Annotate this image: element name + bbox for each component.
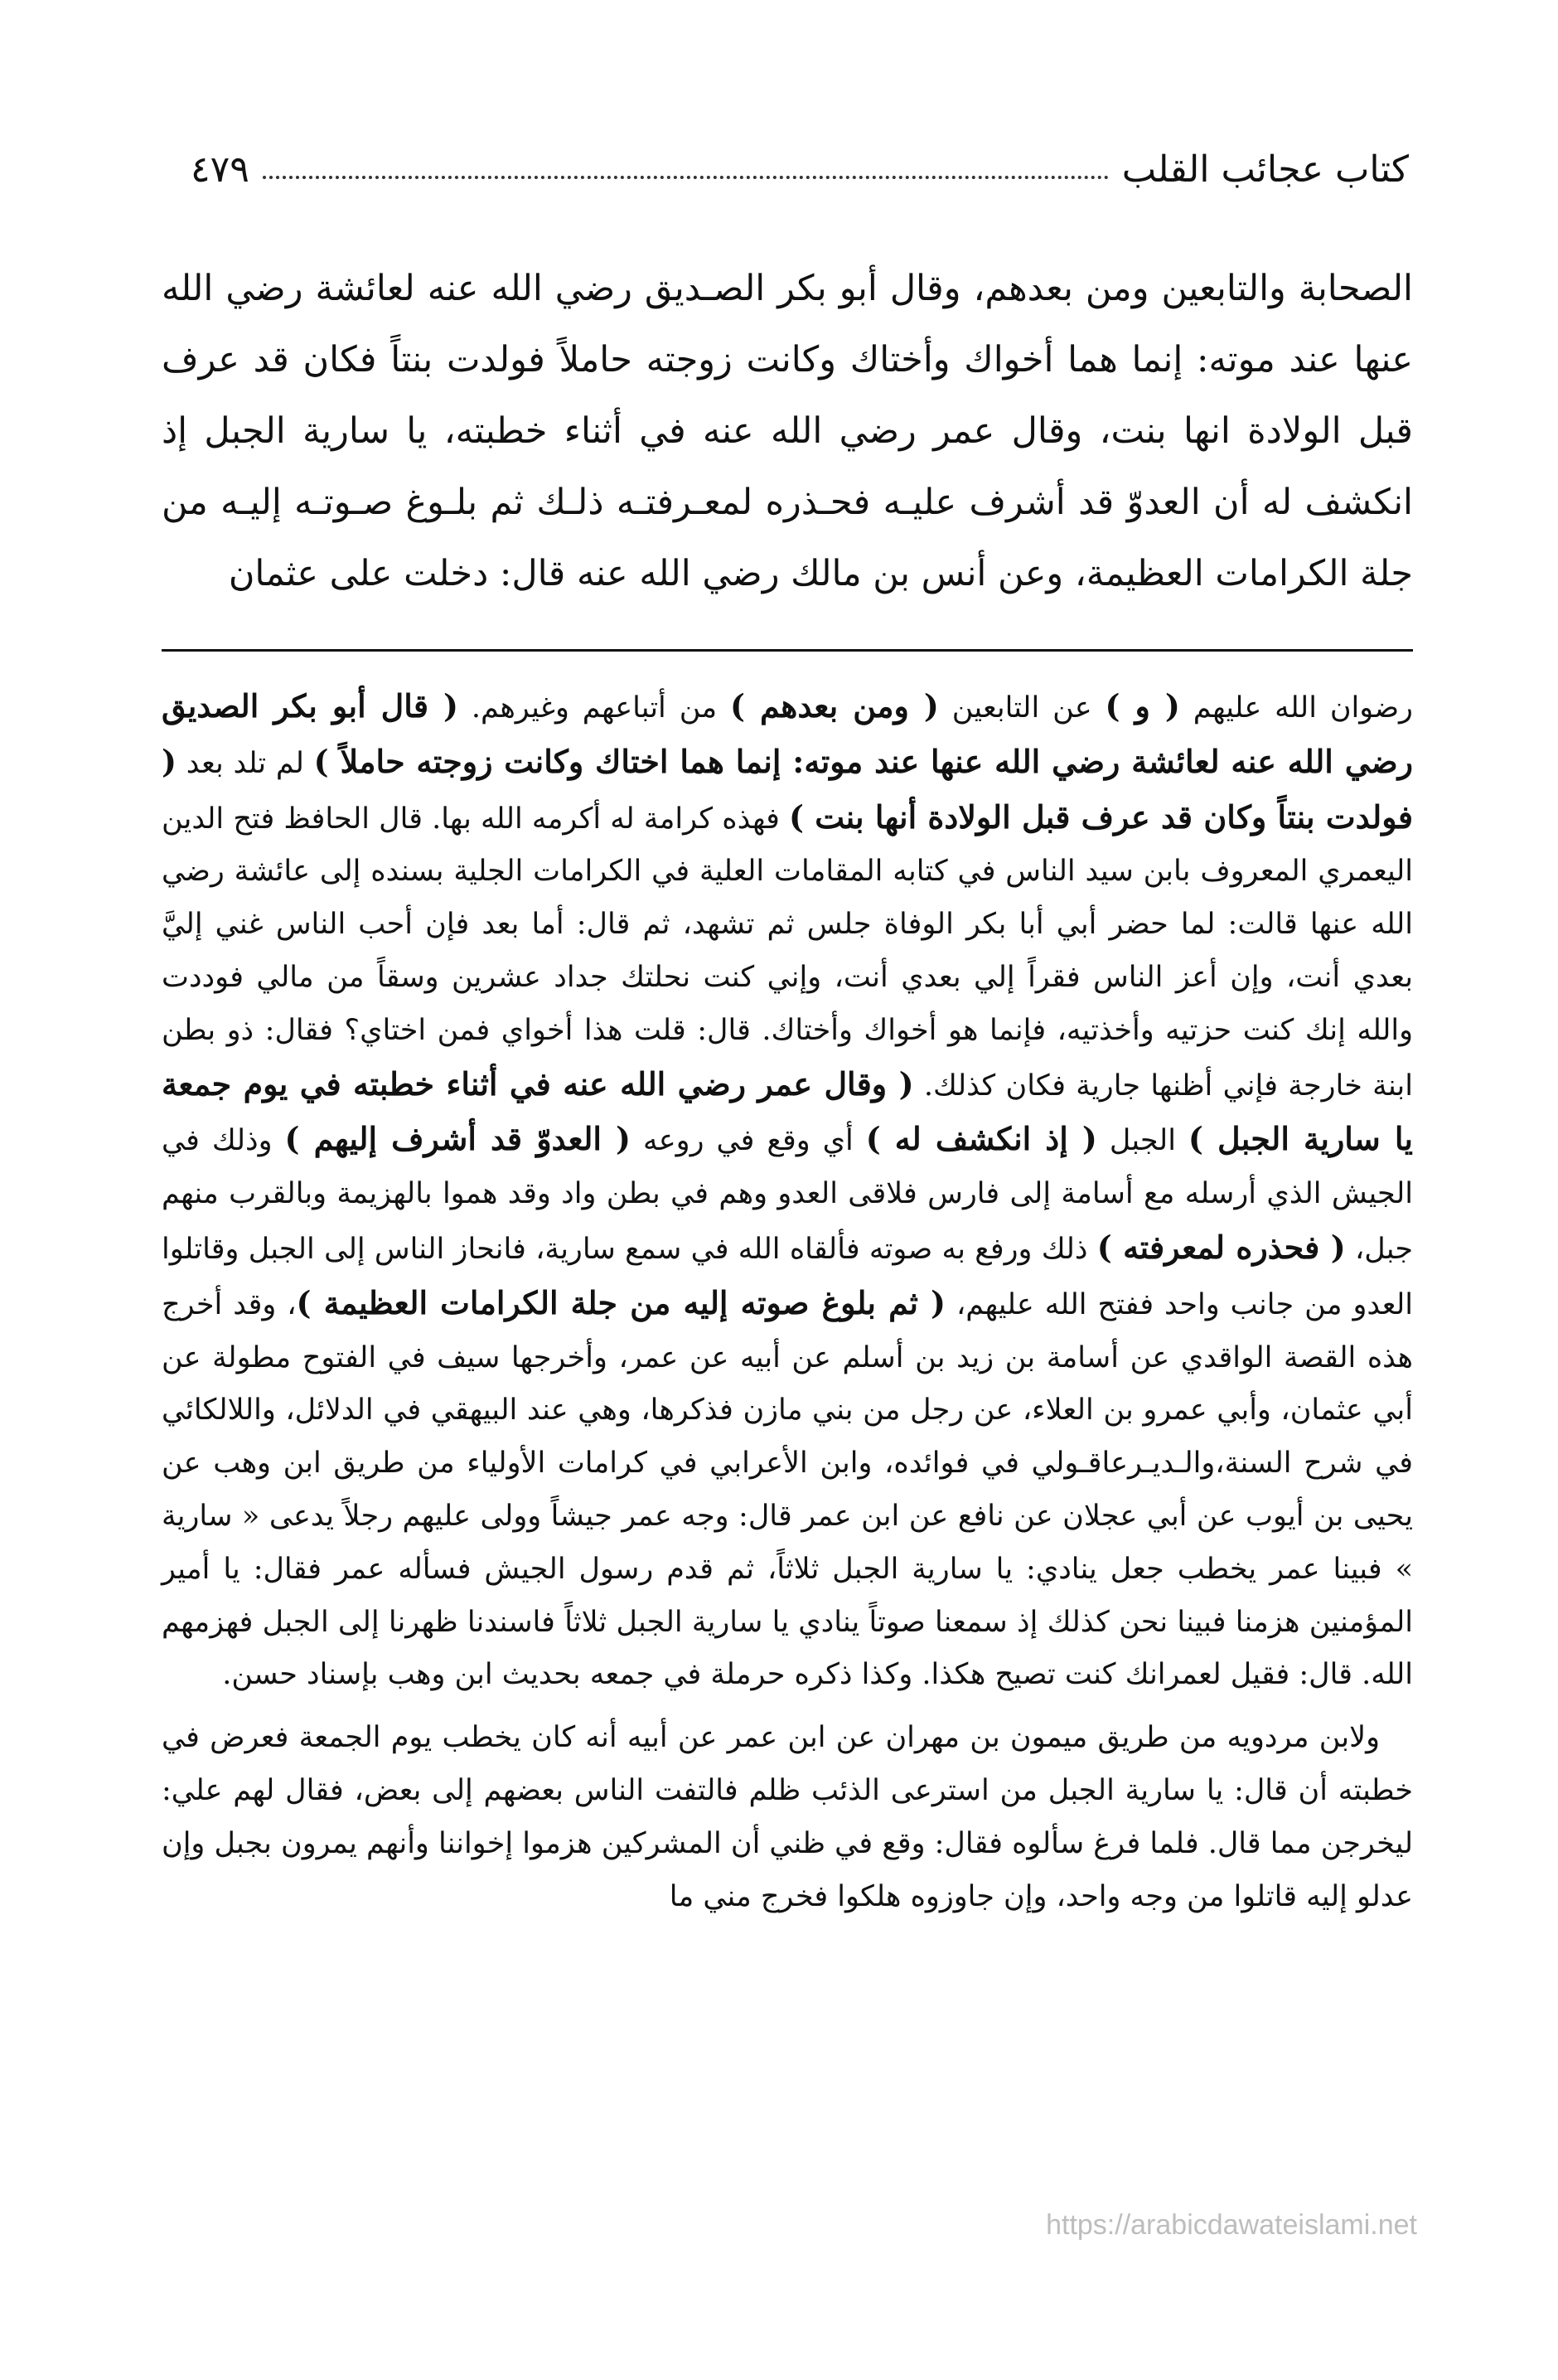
main-text-paragraph: الصحابة والتابعين ومن بعدهم، وقال أبو بكر الصـديق رضي الله عنه لعائشة رضي الله عنها عند موته: إنما هما أخواك وأختاك وكانت زوجته حاملاً فولدت بنتاً فكان قد عرف قبل الولادة انها بنت، وقال عمر رضي الله عنه في أثناء خطبته، يا سارية الجبل إذ انكشف له أن العدوّ قد أشرف عليـه فحـذره لمعـرفتـه ذلـك ثم بلـوغ صـوتـه إليـه من جلة الكرامات العظيمة، وعن أنس بن مالك رضي الله عنه قال: دخلت على عثمان	[162, 268, 1414, 594]
quoted-text-segment: ( ثم بلوغ صوته إليه من جلة الكرامات العظيمة )	[296, 1283, 946, 1321]
commentary-text-segment: ، وقد أخرج هذه القصة الواقدي عن أسامة بن زيد بن أسلم عن أبيه عن عمر، وأخرجها سيف في الفتوح مطولة عن أبي عثمان، وأبي عمرو بن العلاء، عن رجل من بني مازن فذكرها، وهي عند البيهقي في الدلائل، واللالكائي في شرح السنة،والـديـرعاقـولي في فوائده، وابن الأعرابي في كرامات الأولياء من طريق ابن وهب عن يحيى بن أيوب عن أبي عجلان عن نافع عن ابن عمر قال: وجه عمر جيشاً وولى عليهم رجلاً يدعى « سارية » فبينا عمر يخطب جعل ينادي: يا سارية الجبل ثلاثاً، ثم قدم رسول الجيش فسأله عمر فقال: يا أمير المؤمنين هزمنا فبينا نحن كذلك إذ سمعنا صوتاً ينادي يا سارية الجبل ثلاثاً فاسندنا ظهرنا إلى الجبل فهزمهم الله. قال: فقيل لعمرانك كنت تصيح هكذا. وكذا ذكره حرملة في جمعه بحديث ابن وهب بإسناد حسن.	[162, 1287, 1413, 1692]
commentary-paragraph-2: ولابن مردويه من طريق ميمون بن مهران عن ابن عمر عن أبيه أنه كان يخطب يوم الجمعة فعرض في خطبته أن قال: يا سارية الجبل من استرعى الذئب ظلم فالتفت الناس بعضهم إلى بعض، فقال لهم علي: ليخرجن مما قال. فلما فرغ سألوه فقال: وقع في ظني أن المشركين هزموا إخواننا وأنهم يمرون بجبل وإن عدلو إليه قاتلوا من وجه واحد، وإن جاوزوه هلكوا فخرج مني ما	[162, 1721, 1413, 1913]
commentary-text-segment: وذلك في الجيش الذي أرسله مع أسامة إلى فارس فلاقى العدو وهم في بطن واد وقد هموا بالهزيمة وبالقرب منهم جبل،	[162, 1124, 1413, 1266]
quoted-text-segment: ( فولدت بنتاً وكان قد عرف قبل الولادة أنها بنت )	[162, 742, 1413, 836]
commentary-text-segment: لم تلد بعد	[176, 746, 314, 780]
page-header	[191, 124, 1409, 191]
commentary-text-segment: أي وقع في روعه	[631, 1124, 866, 1158]
commentary-text-segment: رضوان الله عليهم	[1179, 691, 1413, 725]
commentary-text-segment: الجبل	[1096, 1124, 1188, 1158]
page-number: ٤٧٩	[191, 148, 249, 191]
quoted-text-segment: ( إذ انكشف له )	[865, 1120, 1097, 1158]
commentary-text-segment: عن التابعين	[938, 691, 1106, 725]
commentary-text-segment: من أتباعهم وغيرهم.	[458, 691, 730, 725]
commentary-block	[162, 680, 1413, 1923]
quoted-text-segment: ( و )	[1105, 687, 1180, 725]
quoted-text-segment: ( العدوّ قد أشرف إليهم )	[284, 1120, 631, 1158]
header-dotted-leader	[263, 176, 1109, 179]
main-text-block	[162, 253, 1413, 609]
quoted-text-segment: ( وقال عمر رضي الله عنه في أثناء خطبته في يوم جمعة يا سارية الجبل )	[162, 1064, 1413, 1158]
watermark-url: https://arabicdawateislami.net	[1046, 2209, 1417, 2241]
commentary-text-segment: فهذه كرامة له أكرمه الله بها. قال الحافظ فتح الدين اليعمري المعروف بابن سيد الناس في كتابه المقامات العلية في الكرامات الجلية بسنده إلى عائشة رضي الله عنها قالت: لما حضر أبي أبا بكر الوفاة جلس ثم تشهد، ثم قال: أما بعد فإن أحب الناس غني إليَّ بعدي أنت، وإن أعز الناس فقراً إلي بعدي أنت، وإني كنت نحلتك جداد عشرين وسقاً من مالي فوددت والله إنك كنت حزتيه وأخذتيه، فإنما هو أخواك وأختاك. قال: قلت هذا أخواي فمن اختاي؟ فقال: ذو بطن ابنة خارجة فإني أظنها جارية فكان كذلك.	[162, 802, 1413, 1103]
quoted-text-segment: ( ومن بعدهم )	[730, 687, 939, 725]
separator-rule	[162, 649, 1413, 652]
commentary-text-segment: ذلك ورفع به صوته فألقاه الله في سمع سارية، فانحاز الناس إلى الجبل وقاتلوا العدو من جانب واحد ففتح الله عليهم،	[162, 1232, 1413, 1321]
book-title: كتاب عجائب القلب	[1121, 148, 1409, 191]
quoted-text-segment: ( قال أبو بكر الصديق رضي الله عنه لعائشة رضي الله عنها عند موته: إنما هما اختاك وكانت زوجته حاملاً )	[162, 687, 1413, 780]
quoted-text-segment: ( فحذره لمعرفته )	[1096, 1228, 1346, 1266]
commentary-paragraph-1	[162, 680, 1413, 1702]
